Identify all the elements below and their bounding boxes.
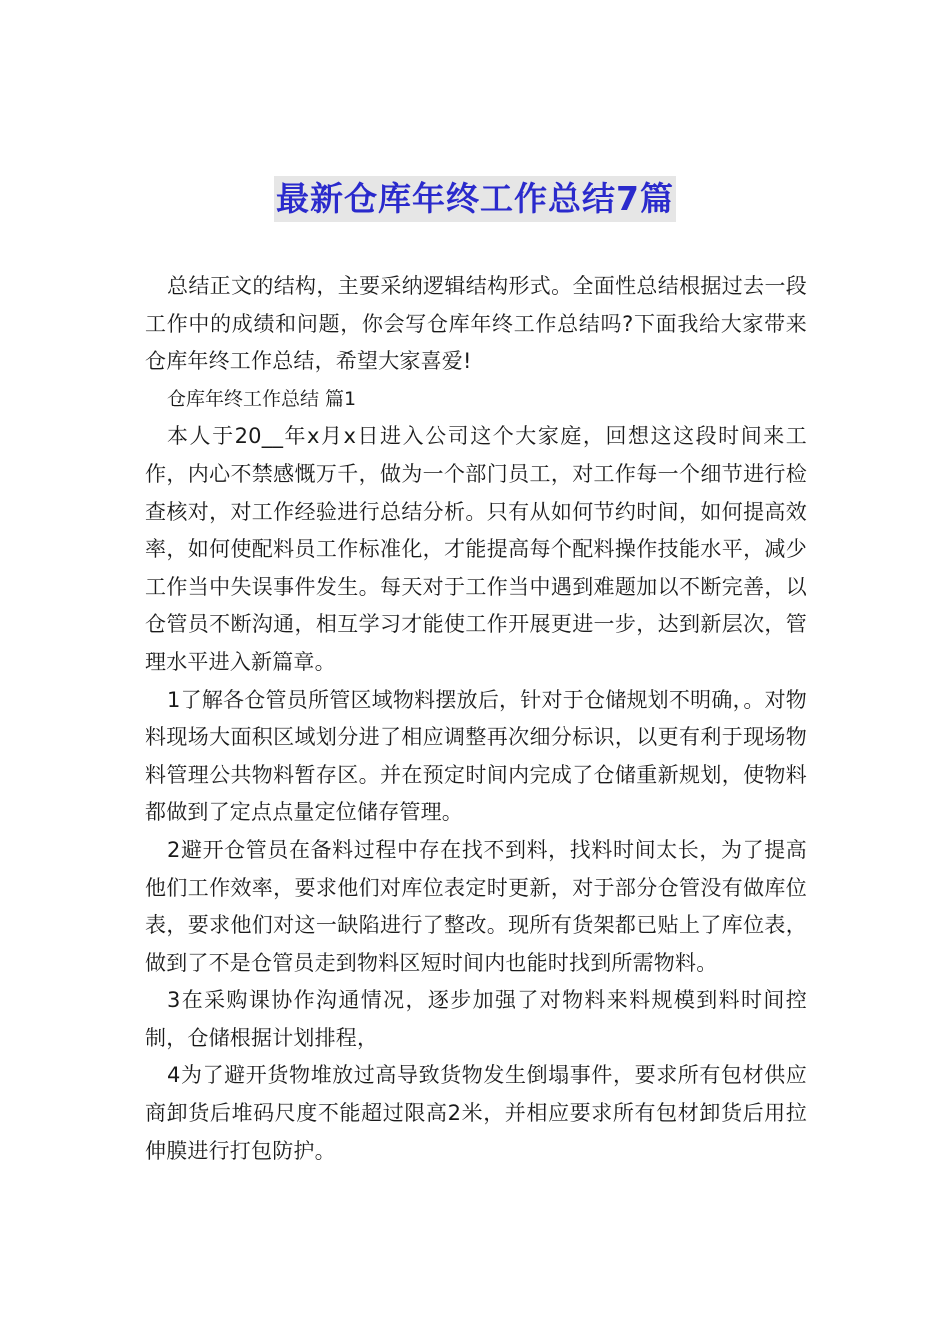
section-heading: 仓库年终工作总结 篇1 [167,387,357,410]
list-paragraph-1: 1了解各仓管员所管区域物料摆放后，针对于仓储规划不明确，。对物料现场大面积区域划分进了相应调整再次细分标识，以更有利于现场物料管理公共物料暂存区。并在预定时间内完成了仓储重新规划，使物料都做到了定点点量定位储存管理。 [145,687,807,825]
list-paragraph-2: 2避开仓管员在备料过程中存在找不到料，找料时间太长，为了提高他们工作效率，要求他们对库位表定时更新，对于部分仓管没有做库位表，要求他们对这一缺陷进行了整改。现所有货架都已贴上了库位表，做到了不是仓管员走到物料区短时间内也能时找到所需物料。 [145,837,807,975]
document-title: 最新仓库年终工作总结7篇 [274,176,676,222]
document-body [145,268,807,1170]
list-paragraph-3: 3在采购课协作沟通情况，逐步加强了对物料来料规模到料时间控制，仓储根据计划排程， [145,988,807,1050]
body-paragraph: 本人于20__年x月x日进入公司这个大家庭，回想这这段时间来工作，内心不禁感慨万千，做为一个部门员工，对工作每一个细节进行检查核对，对工作经验进行总结分析。只有从如何节约时间，如何提高效率，如何使配料员工作标准化，才能提高每个配料操作技能水平，减少工作当中失误事件发生。每天对于工作当中遇到难题加以不断完善，以仓管员不断沟通，相互学习才能使工作开展更进一步，达到新层次，管理水平进入新篇章。 [145,424,807,674]
list-paragraph-4: 4为了避开货物堆放过高导致货物发生倒塌事件，要求所有包材供应商卸货后堆码尺度不能超过限高2米，并相应要求所有包材卸货后用拉伸膜进行打包防护。 [145,1063,807,1163]
title-container [0,176,950,222]
intro-paragraph: 总结正文的结构，主要采纳逻辑结构形式。全面性总结根据过去一段工作中的成绩和问题，你会写仓库年终工作总结吗?下面我给大家带来仓库年终工作总结，希望大家喜爱! [145,274,807,374]
